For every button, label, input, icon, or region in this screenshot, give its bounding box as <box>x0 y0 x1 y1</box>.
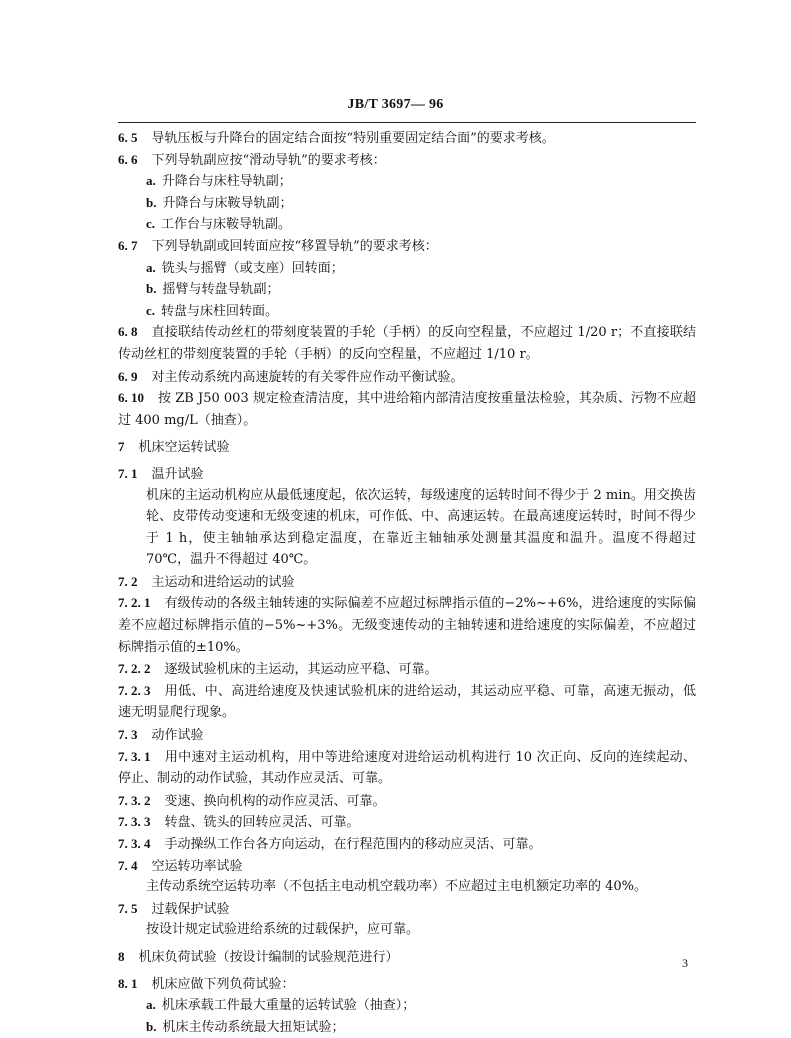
clause-text: 手动操纵工作台各方向运动，在行程范围内的移动应灵活、可靠。 <box>164 837 542 852</box>
clause-text: 机床应做下列负荷试验： <box>151 976 295 992</box>
clause-text: 用中速对主运动机构，用中等进给速度对进给运动机构进行 10 次正向、反向的连续起动、停止、制动的动作试验，其动作应灵活、可靠。 <box>118 749 696 787</box>
section-title: 机床负荷试验（按设计编制的试验规范进行） <box>138 949 399 965</box>
clause-text: 直接联结传动丝杠的带刻度装置的手轮（手柄）的反向空程量，不应超过 1/20 r；不直接联结传动丝杠的带刻度装置的手轮（手柄）的反向空程量，不应超过 1/10 r。 <box>118 325 696 362</box>
item-label: a. <box>146 259 156 275</box>
clause-text: 主运动和进给运动的试验 <box>151 574 295 590</box>
clause-number: 7. 2 <box>118 573 138 589</box>
item-text: 升降台与床鞍导轨副； <box>162 195 293 211</box>
clause-text: 逐级试验机床的主运动，其运动应平稳、可靠。 <box>164 662 438 678</box>
page-number: 3 <box>682 956 688 970</box>
item-label: b. <box>146 194 157 210</box>
clause-text: 对主传动系统内高速旋转的有关零件应作动平衡试验。 <box>151 369 464 385</box>
section-7-heading <box>118 436 696 458</box>
clause-6-10 <box>118 387 696 431</box>
header-rule <box>118 122 696 123</box>
clause-text: 动作试验 <box>151 728 204 744</box>
clause-number: 7. 5 <box>118 900 138 916</box>
item-label: b. <box>146 281 157 297</box>
clause-number: 6. 7 <box>118 237 138 253</box>
clause-text: 下列导轨副应按“滑动导轨”的要求考核： <box>151 152 386 168</box>
list-item <box>118 170 696 192</box>
clause-number: 6. 9 <box>118 368 138 384</box>
clause-7-2-3 <box>118 680 696 724</box>
clause-7-3-4 <box>118 833 696 855</box>
clause-number: 7. 3. 4 <box>118 836 151 851</box>
clause-text: 用低、中、高进给速度及快速试验机床的进给运动，其运动应平稳、可靠，高速无振动，低速无明显爬行现象。 <box>118 683 696 721</box>
clause-number: 7. 2. 1 <box>118 595 151 611</box>
clause-number: 8. 1 <box>118 975 138 991</box>
standard-header: JB/T 3697— 96 <box>347 97 444 112</box>
list-item <box>118 257 696 279</box>
section-number: 7 <box>118 439 125 455</box>
section-title: 机床空运转试验 <box>138 440 230 456</box>
list-item <box>118 192 696 214</box>
clause-7-2-2 <box>118 658 696 680</box>
section-8-heading <box>118 946 696 968</box>
item-text: 摇臂与转盘导轨副； <box>162 282 280 298</box>
paragraph: 主传动系统空运转功率（不包括主电动机空载功率）不应超过主电机额定功率的 40%。 <box>146 879 648 895</box>
clause-text: 转盘、铣头的回转应灵活、可靠。 <box>164 815 360 831</box>
item-label: c. <box>146 216 156 232</box>
clause-text: 下列导轨副或回转面应按“移置导轨”的要求考核： <box>151 238 438 254</box>
list-item <box>118 278 696 300</box>
clause-number: 7. 3 <box>118 727 138 743</box>
clause-number: 6. 8 <box>118 324 138 340</box>
clause-number: 6. 6 <box>118 151 138 167</box>
clause-number: 7. 3. 1 <box>118 748 151 764</box>
clause-number: 6. 5 <box>118 130 138 145</box>
clause-6-8 <box>118 321 696 365</box>
clause-text: 温升试验 <box>151 466 204 482</box>
clause-number: 6. 10 <box>118 390 144 406</box>
item-text: 升降台与床柱导轨副； <box>161 174 292 190</box>
clause-7-2-1 <box>118 592 696 658</box>
clause-6-6 <box>118 149 696 171</box>
clause-text: 有级传动的各级主轴转速的实际偏差不应超过标牌指示值的−2%~+6%，进给速度的实际偏差不应超过标牌指示值的−5%~+3%。无级变速传动的主轴转速和进给速度的实际偏差，不应超过标牌指示值的±10%。 <box>118 596 696 655</box>
clause-number: 7. 3. 3 <box>118 814 151 830</box>
list-item <box>118 1016 696 1038</box>
clause-7-3-1 <box>118 746 696 790</box>
clause-6-5 <box>118 127 696 149</box>
clause-7-2 <box>118 571 696 593</box>
clause-8-1 <box>118 973 696 995</box>
clause-text: 空运转功率试验 <box>151 858 243 874</box>
item-text: 转盘与床柱回转面。 <box>161 303 279 319</box>
clause-7-1 <box>118 463 696 485</box>
clause-number: 7. 2. 2 <box>118 661 151 677</box>
item-label: a. <box>146 173 156 189</box>
item-text: 铣头与摇臂（或支座）回转面； <box>161 260 344 276</box>
list-item <box>118 213 696 235</box>
clause-text: 导轨压板与升降台的固定结合面按“特别重要固定结合面”的要求考核。 <box>151 131 555 146</box>
paragraph: 按设计规定试验进给系统的过载保护，应可靠。 <box>146 922 420 938</box>
clause-6-7 <box>118 235 696 257</box>
item-label: b. <box>146 1018 157 1034</box>
list-item <box>118 994 696 1016</box>
section-number: 8 <box>118 948 125 964</box>
item-label: a. <box>146 997 156 1013</box>
clause-text: 变速、换向机构的动作应灵活、可靠。 <box>164 793 386 809</box>
item-text: 机床承载工件最大重量的运转试验（抽查）； <box>161 998 416 1014</box>
paragraph: 机床的主运动机构应从最低速度起，依次运转，每级速度的运转时间不得少于 2 min。用交换齿轮、皮带传动变速和无级变速的机床，可作低、中、高速运转。在最高速度运转时，时间不得少于 1 h，使主轴轴承达到稳定温度，在靠近主轴轴承处测量其温度和温升。温度不得超过 70℃，温升不得超过 40℃。 <box>146 487 696 568</box>
clause-7-3-2 <box>118 790 696 812</box>
item-text: 工作台与床鞍导轨副。 <box>161 217 292 233</box>
clause-6-9 <box>118 366 696 388</box>
clause-7-3-3 <box>118 811 696 833</box>
clause-number: 7. 2. 3 <box>118 682 151 698</box>
item-label: c. <box>146 302 156 318</box>
document-body <box>118 127 696 1037</box>
clause-number: 7. 3. 2 <box>118 792 151 808</box>
item-text: 机床主传动系统最大扭矩试验； <box>162 1019 345 1035</box>
clause-7-5 <box>118 898 696 920</box>
list-item <box>118 300 696 322</box>
clause-text: 按 ZB J50 003 规定检查清洁度，其中进给箱内部清洁度按重量法检验，其杂质、污物不应超过 400 mg/L（抽查）。 <box>118 391 696 428</box>
clause-7-3 <box>118 724 696 746</box>
clause-7-4 <box>118 855 696 877</box>
clause-text: 过载保护试验 <box>151 901 230 917</box>
clause-number: 7. 4 <box>118 857 138 873</box>
clause-number: 7. 1 <box>118 465 138 481</box>
